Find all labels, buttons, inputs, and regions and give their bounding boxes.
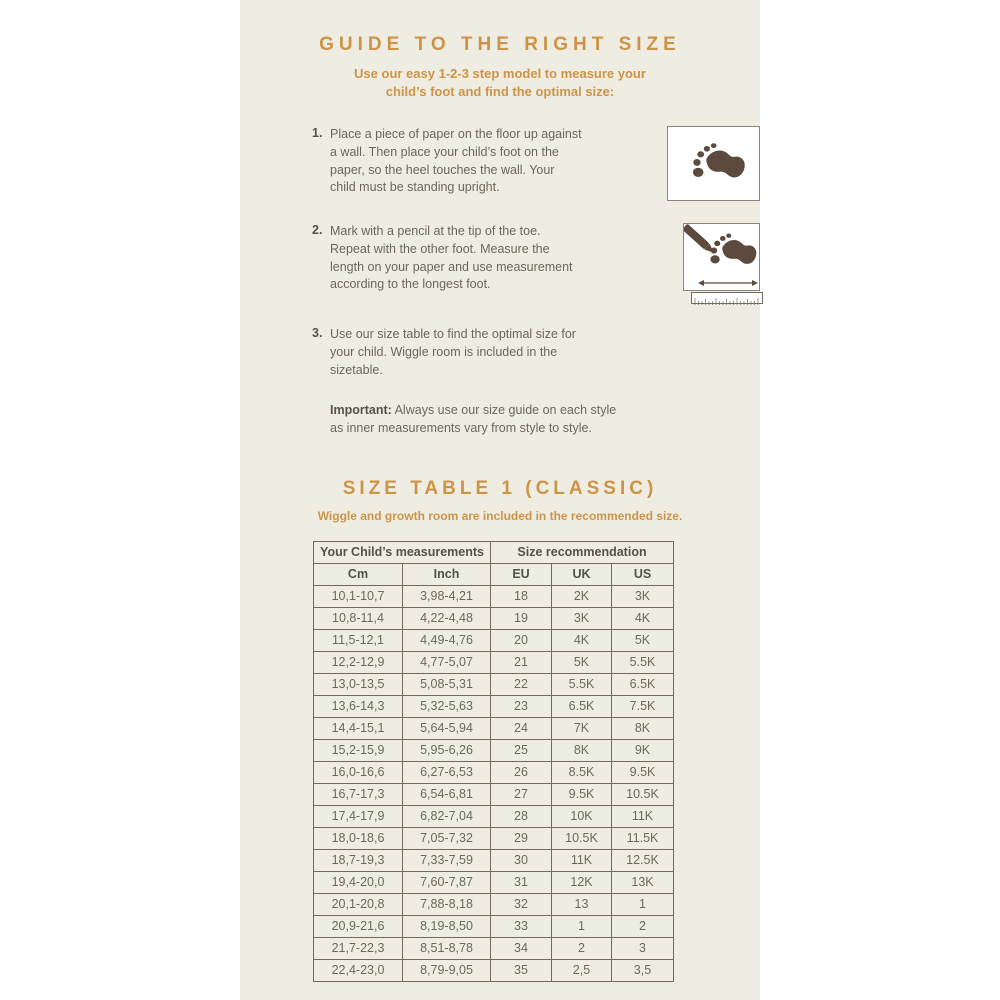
size-table-cell: 5,08-5,31 [403,673,491,695]
size-table-cell: 19 [491,607,552,629]
pencil-footprint-icon [684,224,758,289]
size-table-cell: 4,22-4,48 [403,607,491,629]
size-table-cell: 10K [552,805,612,827]
size-table [313,541,674,982]
step-1-figure [667,126,760,201]
size-table-cell: 4,77-5,07 [403,651,491,673]
col-header-eu: EU [491,563,552,585]
size-guide-panel [240,0,760,1000]
size-table-row [314,739,674,761]
size-table-cell: 10.5K [612,783,674,805]
size-table-cell: 14,4-15,1 [314,717,403,739]
size-table-cell: 13 [552,893,612,915]
size-table-cell: 8K [612,717,674,739]
step-1 [312,126,760,223]
pencil-icon [684,224,716,256]
size-table-row [314,827,674,849]
size-table-cell: 2 [552,937,612,959]
size-table-cell: 8,51-8,78 [403,937,491,959]
size-table-row [314,761,674,783]
size-table-row [314,585,674,607]
size-table-cell: 3,98-4,21 [403,585,491,607]
size-table-row [314,651,674,673]
size-table-cell: 18,7-19,3 [314,849,403,871]
size-table-row [314,849,674,871]
size-table-cell: 1 [552,915,612,937]
size-table-cell: 6,82-7,04 [403,805,491,827]
size-table-cell: 2K [552,585,612,607]
col-header-cm: Cm [314,563,403,585]
size-table-cell: 3 [612,937,674,959]
size-table-cell: 11K [552,849,612,871]
step-3-number: 3. [312,326,323,341]
size-table-row [314,915,674,937]
size-table-cell: 5,95-6,26 [403,739,491,761]
size-table-cell: 5.5K [612,651,674,673]
size-table-cell: 4,49-4,76 [403,629,491,651]
size-table-cell: 25 [491,739,552,761]
size-table-cell: 3,5 [612,959,674,981]
size-table-cell: 17,4-17,9 [314,805,403,827]
size-table-cell: 5.5K [552,673,612,695]
size-table-cell: 10.5K [552,827,612,849]
group-header-row [314,541,674,563]
important-label: Important: [330,403,392,418]
size-table-cell: 21 [491,651,552,673]
size-table-cell: 2,5 [552,959,612,981]
important-note [330,402,632,438]
step-1-number: 1. [312,126,323,141]
ruler-icon [691,292,763,304]
size-table-cell: 8K [552,739,612,761]
column-header-row [314,563,674,585]
size-table-cell: 20,9-21,6 [314,915,403,937]
size-table-cell: 5,64-5,94 [403,717,491,739]
size-table-cell: 16,7-17,3 [314,783,403,805]
size-table-cell: 29 [491,827,552,849]
size-table-cell: 26 [491,761,552,783]
size-table-cell: 31 [491,871,552,893]
size-table-cell: 2 [612,915,674,937]
size-table-cell: 16,0-16,6 [314,761,403,783]
group-header-measurements: Your Child’s measurements [314,541,491,563]
size-table-cell: 5K [552,651,612,673]
size-table-cell: 22,4-23,0 [314,959,403,981]
size-table-title: SIZE TABLE 1 (CLASSIC) [342,477,658,499]
size-table-row [314,717,674,739]
size-table-cell: 33 [491,915,552,937]
footprint-illustration [667,126,760,201]
size-table-cell: 6.5K [612,673,674,695]
size-table-row [314,629,674,651]
size-table-cell: 18,0-18,6 [314,827,403,849]
size-table-cell: 7.5K [612,695,674,717]
size-table-cell: 27 [491,783,552,805]
size-table-cell: 6,27-6,53 [403,761,491,783]
size-table-cell: 24 [491,717,552,739]
page-subtitle: Use our easy 1-2-3 step model to measure your child’s foot and find the optimal size: [354,66,646,99]
size-table-cell: 34 [491,937,552,959]
size-table-cell: 21,7-22,3 [314,937,403,959]
step-3 [312,326,760,386]
size-table-cell: 7,33-7,59 [403,849,491,871]
step-2-text: Mark with a pencil at the tip of the toe. Repeat with the other foot. Measure the length on your paper and use measurement according to the longest foot. [330,224,573,292]
size-table-cell: 7,60-7,87 [403,871,491,893]
size-table-cell: 11,5-12,1 [314,629,403,651]
size-table-cell: 10,1-10,7 [314,585,403,607]
size-table-row [314,893,674,915]
size-table-cell: 9K [612,739,674,761]
step-2-number: 2. [312,223,323,238]
size-table-cell: 7,88-8,18 [403,893,491,915]
size-table-cell: 20 [491,629,552,651]
size-table-cell: 3K [612,585,674,607]
important-text: Always use our size guide on each style as inner measurements vary from style to style. [330,403,617,435]
size-table-cell: 13K [612,871,674,893]
size-table-cell: 23 [491,695,552,717]
size-table-row [314,695,674,717]
step-3-text: Use our size table to find the optimal size for your child. Wiggle room is included in the sizetable. [330,327,576,377]
measure-steps [240,126,760,386]
size-table-cell: 18 [491,585,552,607]
col-header-us: US [612,563,674,585]
size-table-row [314,871,674,893]
size-table-cell: 13,0-13,5 [314,673,403,695]
size-table-cell: 12K [552,871,612,893]
size-table-cell: 22 [491,673,552,695]
col-header-inch: Inch [403,563,491,585]
size-table-cell: 8.5K [552,761,612,783]
size-table-cell: 13,6-14,3 [314,695,403,717]
size-table-cell: 11.5K [612,827,674,849]
size-table-row [314,937,674,959]
group-header-recommendation: Size recommendation [491,541,674,563]
size-table-cell: 19,4-20,0 [314,871,403,893]
size-table-subtitle: Wiggle and growth room are included in the recommended size. [317,508,683,523]
size-table-row [314,959,674,981]
size-table-cell: 9.5K [612,761,674,783]
size-table-cell: 9.5K [552,783,612,805]
size-table-cell: 4K [612,607,674,629]
size-table-cell: 5K [612,629,674,651]
size-table-cell: 7,05-7,32 [403,827,491,849]
size-table-cell: 12,2-12,9 [314,651,403,673]
step-1-text: Place a piece of paper on the floor up against a wall. Then place your child’s foot on the paper, so the heel touches the wall. Your child must be standing upright. [330,127,582,195]
size-table-cell: 28 [491,805,552,827]
footprint-icon [668,127,758,199]
size-table-cell: 20,1-20,8 [314,893,403,915]
col-header-uk: UK [552,563,612,585]
size-table-cell: 10,8-11,4 [314,607,403,629]
size-table-cell: 3K [552,607,612,629]
size-table-cell: 1 [612,893,674,915]
size-table-cell: 32 [491,893,552,915]
size-table-cell: 4K [552,629,612,651]
step-2-figure [683,223,760,304]
size-table-cell: 12.5K [612,849,674,871]
size-table-cell: 7K [552,717,612,739]
size-table-row [314,673,674,695]
size-table-cell: 8,19-8,50 [403,915,491,937]
size-table-cell: 6.5K [552,695,612,717]
size-table-cell: 8,79-9,05 [403,959,491,981]
step-2 [312,223,760,326]
size-table-cell: 11K [612,805,674,827]
size-table-row [314,805,674,827]
size-table-cell: 5,32-5,63 [403,695,491,717]
size-table-cell: 15,2-15,9 [314,739,403,761]
size-table-cell: 35 [491,959,552,981]
pencil-footprint-illustration [683,223,760,291]
size-table-row [314,783,674,805]
page-title: GUIDE TO THE RIGHT SIZE [319,34,681,55]
size-table-row [314,607,674,629]
size-table-cell: 30 [491,849,552,871]
size-table-cell: 6,54-6,81 [403,783,491,805]
